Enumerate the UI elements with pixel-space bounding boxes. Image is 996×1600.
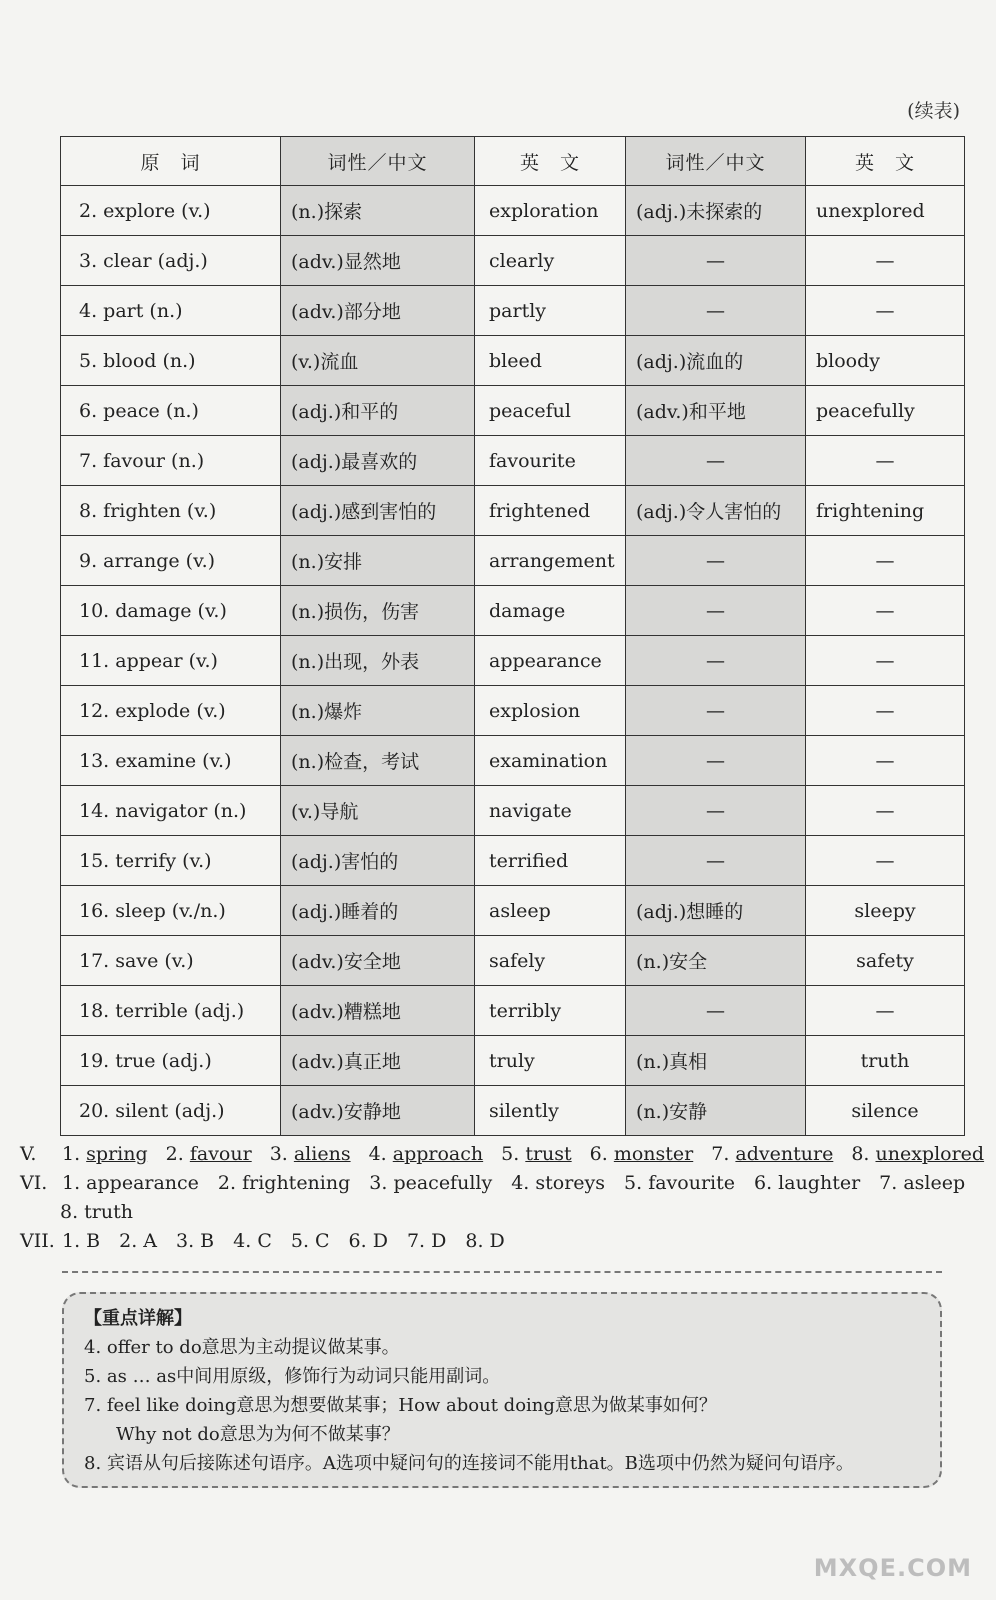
cell-pos-chinese: (n.)出现，外表 [281, 636, 475, 686]
cell-english-2: peacefully [806, 386, 965, 436]
table-row [61, 636, 965, 686]
cell-english: favourite [475, 436, 626, 486]
cell-english: examination [475, 736, 626, 786]
cell-pos-chinese-2: — [626, 836, 806, 886]
cell-english-2: — [806, 286, 965, 336]
cell-original-word: 20. silent (adj.) [61, 1086, 281, 1136]
answer-item: 8. unexplored [851, 1143, 985, 1165]
cell-english-2: — [806, 686, 965, 736]
cell-pos-chinese-2: — [626, 436, 806, 486]
cell-original-word: 13. examine (v.) [61, 736, 281, 786]
cell-english: explosion [475, 686, 626, 736]
cell-pos-chinese: (n.)爆炸 [281, 686, 475, 736]
explain-line: Why not do意思为为何不做某事？ [116, 1424, 400, 1445]
table-row [61, 936, 965, 986]
table-row [61, 736, 965, 786]
cell-pos-chinese-2: — [626, 686, 806, 736]
cell-english-2: — [806, 586, 965, 636]
cell-english: terrified [475, 836, 626, 886]
table-row [61, 286, 965, 336]
table-row [61, 886, 965, 936]
table-row [61, 386, 965, 436]
cell-english: bleed [475, 336, 626, 386]
cell-english: silently [475, 1086, 626, 1136]
cell-pos-chinese: (adv.)安静地 [281, 1086, 475, 1136]
dashed-divider [62, 1271, 942, 1273]
cell-pos-chinese-2: — [626, 636, 806, 686]
cell-pos-chinese: (n.)安排 [281, 536, 475, 586]
answer-item: 5. trust [501, 1143, 572, 1165]
cell-pos-chinese: (adj.)睡着的 [281, 886, 475, 936]
cell-english-2: truth [806, 1036, 965, 1086]
cell-english: frightened [475, 486, 626, 536]
cell-pos-chinese: (adv.)部分地 [281, 286, 475, 336]
section-label-v: V. [20, 1143, 37, 1165]
cell-pos-chinese-2: (adj.)令人害怕的 [626, 486, 806, 536]
cell-english-2: bloody [806, 336, 965, 386]
cell-english: navigate [475, 786, 626, 836]
cell-english-2: — [806, 986, 965, 1036]
vocabulary-table [60, 136, 965, 1136]
answer-item: 6. monster [589, 1143, 694, 1165]
cell-original-word: 18. terrible (adj.) [61, 986, 281, 1036]
answer-section [20, 1140, 985, 1256]
cell-english: exploration [475, 186, 626, 236]
table-row [61, 986, 965, 1036]
cell-original-word: 3. clear (adj.) [61, 236, 281, 286]
cell-pos-chinese-2: — [626, 786, 806, 836]
cell-original-word: 17. save (v.) [61, 936, 281, 986]
cell-pos-chinese-2: (n.)安全 [626, 936, 806, 986]
table-row [61, 536, 965, 586]
cell-english-2: unexplored [806, 186, 965, 236]
cell-english: asleep [475, 886, 626, 936]
answer-item: 4. approach [368, 1143, 484, 1165]
explain-line: 5. as … as中间用原级，修饰行为动词只能用副词。 [84, 1366, 501, 1387]
header-english-2: 英 文 [806, 137, 965, 186]
explain-title: 【重点详解】 [84, 1308, 192, 1329]
section-label-vi: VI. [20, 1172, 48, 1194]
cell-pos-chinese: (v.)流血 [281, 336, 475, 386]
cell-english-2: — [806, 786, 965, 836]
cell-pos-chinese-2: — [626, 236, 806, 286]
watermark-logo: MXQE.COM [813, 1554, 972, 1582]
cell-original-word: 11. appear (v.) [61, 636, 281, 686]
cell-pos-chinese: (adv.)真正地 [281, 1036, 475, 1086]
cell-english: terribly [475, 986, 626, 1036]
cell-pos-chinese-2: — [626, 536, 806, 586]
answers-vi-cont [20, 1198, 970, 1227]
cell-pos-chinese: (adv.)糟糕地 [281, 986, 475, 1036]
answer-item: 7. adventure [711, 1143, 834, 1165]
section-label-vii: VII. [20, 1230, 55, 1252]
cell-original-word: 7. favour (n.) [61, 436, 281, 486]
continued-label: (续表) [907, 100, 960, 122]
answers-vi [20, 1169, 970, 1198]
header-pos-chinese: 词性／中文 [281, 137, 475, 186]
cell-english-2: — [806, 536, 965, 586]
answers-vi-line1: 1. appearance 2. frightening 3. peacefully 4. storeys 5. favourite 6. laughter 7. asleep [62, 1172, 966, 1194]
table-row [61, 1036, 965, 1086]
cell-english: arrangement [475, 536, 626, 586]
cell-original-word: 8. frighten (v.) [61, 486, 281, 536]
cell-pos-chinese-2: — [626, 286, 806, 336]
table-row [61, 436, 965, 486]
header-english: 英 文 [475, 137, 626, 186]
cell-original-word: 2. explore (v.) [61, 186, 281, 236]
cell-original-word: 4. part (n.) [61, 286, 281, 336]
cell-english: damage [475, 586, 626, 636]
table-row [61, 236, 965, 286]
cell-original-word: 9. arrange (v.) [61, 536, 281, 586]
header-pos-chinese-2: 词性／中文 [626, 137, 806, 186]
explain-line: 8. 宾语从句后接陈述句语序。A选项中疑问句的连接词不能用that。B选项中仍然为疑问句语序。 [84, 1453, 854, 1474]
cell-pos-chinese: (adj.)感到害怕的 [281, 486, 475, 536]
cell-original-word: 19. true (adj.) [61, 1036, 281, 1086]
cell-original-word: 14. navigator (n.) [61, 786, 281, 836]
cell-english-2: — [806, 836, 965, 886]
cell-original-word: 16. sleep (v./n.) [61, 886, 281, 936]
cell-pos-chinese-2: — [626, 586, 806, 636]
answer-item: 3. aliens [269, 1143, 351, 1165]
cell-pos-chinese-2: — [626, 736, 806, 786]
cell-english-2: safety [806, 936, 965, 986]
table-row [61, 186, 965, 236]
cell-pos-chinese-2: (adj.)想睡的 [626, 886, 806, 936]
cell-english-2: — [806, 736, 965, 786]
cell-pos-chinese: (n.)损伤，伤害 [281, 586, 475, 636]
key-explanation-box [62, 1292, 942, 1488]
header-original-word: 原 词 [61, 137, 281, 186]
table-row [61, 1086, 965, 1136]
cell-pos-chinese-2: (n.)真相 [626, 1036, 806, 1086]
table-header-row [61, 137, 965, 186]
cell-english-2: — [806, 236, 965, 286]
table-row [61, 836, 965, 886]
cell-pos-chinese: (v.)导航 [281, 786, 475, 836]
cell-pos-chinese: (adj.)害怕的 [281, 836, 475, 886]
answers-v [20, 1140, 985, 1169]
cell-english: safely [475, 936, 626, 986]
cell-english-2: silence [806, 1086, 965, 1136]
cell-pos-chinese-2: (adv.)和平地 [626, 386, 806, 436]
cell-original-word: 12. explode (v.) [61, 686, 281, 736]
table-row [61, 486, 965, 536]
answers-vii [20, 1227, 970, 1256]
cell-original-word: 10. damage (v.) [61, 586, 281, 636]
cell-pos-chinese: (n.)检查，考试 [281, 736, 475, 786]
cell-english-2: — [806, 436, 965, 486]
cell-pos-chinese: (adv.)显然地 [281, 236, 475, 286]
cell-pos-chinese-2: (n.)安静 [626, 1086, 806, 1136]
cell-original-word: 5. blood (n.) [61, 336, 281, 386]
table-row [61, 686, 965, 736]
cell-english: appearance [475, 636, 626, 686]
table-row [61, 586, 965, 636]
cell-original-word: 15. terrify (v.) [61, 836, 281, 886]
answer-item: 1. spring [62, 1143, 148, 1165]
table-row [61, 336, 965, 386]
cell-english: peaceful [475, 386, 626, 436]
answers-vi-line2: 8. truth [60, 1201, 133, 1223]
cell-english: clearly [475, 236, 626, 286]
cell-pos-chinese: (adj.)和平的 [281, 386, 475, 436]
cell-pos-chinese-2: (adj.)流血的 [626, 336, 806, 386]
answers-vii-text: 1. B 2. A 3. B 4. C 5. C 6. D 7. D 8. D [62, 1230, 505, 1252]
cell-pos-chinese-2: — [626, 986, 806, 1036]
table-row [61, 786, 965, 836]
cell-pos-chinese: (n.)探索 [281, 186, 475, 236]
cell-english-2: sleepy [806, 886, 965, 936]
answer-item: 2. favour [165, 1143, 252, 1165]
cell-english-2: — [806, 636, 965, 686]
explain-line: 4. offer to do意思为主动提议做某事。 [84, 1337, 400, 1358]
cell-pos-chinese-2: (adj.)未探索的 [626, 186, 806, 236]
cell-pos-chinese: (adj.)最喜欢的 [281, 436, 475, 486]
cell-pos-chinese: (adv.)安全地 [281, 936, 475, 986]
explain-line: 7. feel like doing意思为想要做某事；How about doing意思为做某事如何？ [84, 1395, 717, 1416]
cell-english: partly [475, 286, 626, 336]
cell-english-2: frightening [806, 486, 965, 536]
cell-original-word: 6. peace (n.) [61, 386, 281, 436]
cell-english: truly [475, 1036, 626, 1086]
